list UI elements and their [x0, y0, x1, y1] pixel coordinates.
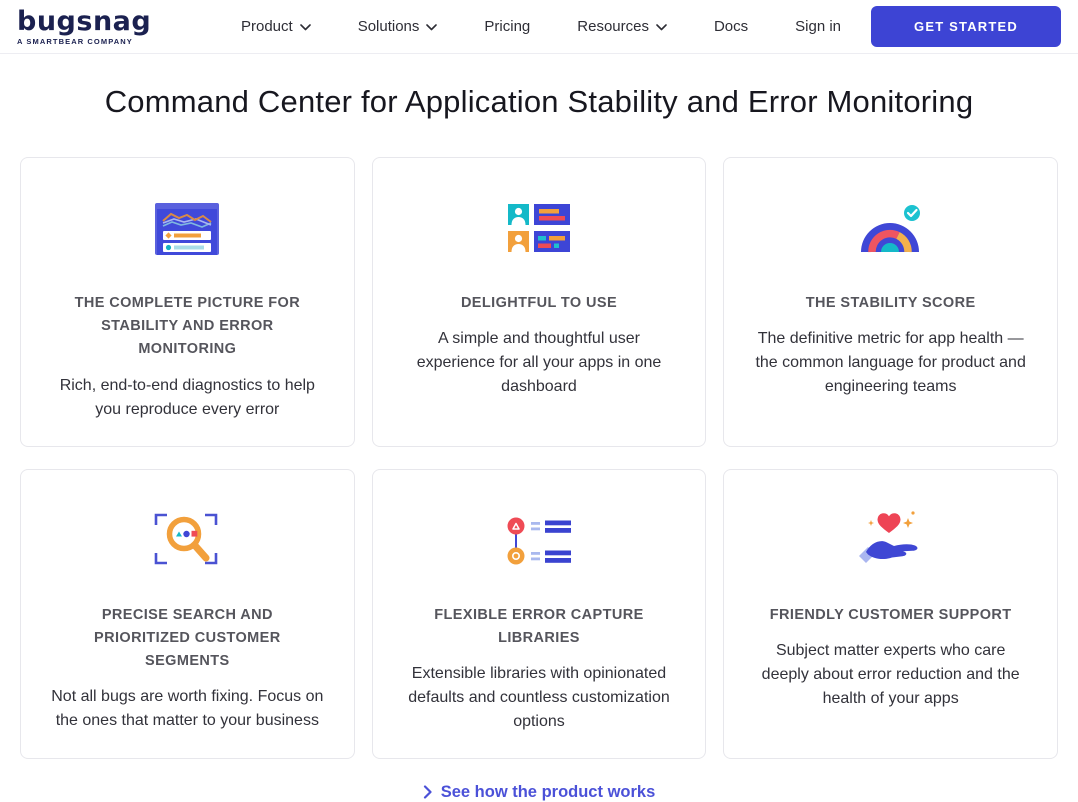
hand-heart-icon — [856, 510, 926, 568]
bugsnag-logo[interactable] — [17, 5, 152, 46]
nav-label: Sign in — [795, 18, 842, 35]
see-how-product-works-link[interactable] — [0, 783, 1078, 802]
chevron-right-icon — [423, 785, 432, 799]
nav-label: Pricing — [484, 18, 531, 35]
card-title: THE STABILITY SCORE — [805, 295, 976, 311]
card-body: A simple and thoughtful user experience for all your apps in one dashboard — [416, 330, 662, 396]
nav-item-docs[interactable] — [714, 18, 748, 35]
nav-label: Docs — [713, 18, 749, 35]
feature-card-stability-score — [723, 157, 1058, 447]
card-title: PRECISE SEARCH AND PRIORITIZED CUSTOMER SEGMENTS — [94, 606, 281, 669]
feature-card-flexible-libraries — [372, 469, 707, 759]
card-body: Rich, end-to-end diagnostics to help you reproduce every error — [59, 376, 315, 418]
stability-gauge-icon — [858, 198, 924, 256]
card-body: Subject matter experts who care deeply about error reduction and the health of your apps — [761, 641, 1020, 707]
card-title: THE COMPLETE PICTURE FOR STABILITY AND ERROR MONITORING — [74, 295, 301, 358]
nav-item-product[interactable] — [241, 18, 311, 35]
logo-tagline-text: A SMARTBEAR COMPANY — [17, 36, 133, 46]
nav-label: Resources — [577, 18, 649, 35]
chevron-down-icon — [300, 18, 311, 35]
feature-card-complete-picture — [20, 157, 355, 447]
dashboard-chart-icon — [154, 198, 220, 256]
nav-item-solutions[interactable] — [358, 18, 438, 35]
nav-item-resources[interactable] — [577, 18, 667, 35]
see-link-label: See how the product works — [440, 782, 656, 801]
feature-card-precise-search — [20, 469, 355, 759]
nav-label: Solutions — [357, 18, 420, 35]
card-title: DELIGHTFUL TO USE — [460, 295, 618, 311]
get-started-button[interactable]: GET STARTED — [871, 6, 1061, 47]
feature-card-delightful — [372, 157, 707, 447]
chevron-down-icon — [656, 18, 667, 35]
card-title: FRIENDLY CUSTOMER SUPPORT — [769, 606, 1012, 623]
error-capture-libraries-icon — [505, 510, 573, 568]
nav-item-sign-in[interactable] — [795, 18, 841, 35]
nav-item-pricing[interactable] — [484, 18, 530, 35]
chevron-down-icon — [426, 18, 437, 35]
card-body: Not all bugs are worth fixing. Focus on the ones that matter to your business — [51, 688, 324, 730]
logo-brand-text: bugsnag — [17, 5, 152, 37]
user-dashboard-icon — [506, 198, 572, 256]
feature-card-grid — [20, 157, 1058, 759]
header — [0, 0, 1078, 54]
page-title: Command Center for Application Stability and Error Monitoring — [104, 84, 974, 119]
card-body: Extensible libraries with opinionated defaults and countless customization options — [408, 664, 670, 730]
nav-label: Product — [240, 18, 293, 35]
card-body: The definitive metric for app health — the common language for product and engineering teams — [755, 330, 1026, 396]
feature-card-customer-support — [723, 469, 1058, 759]
main-nav — [241, 18, 841, 35]
search-magnifier-icon — [152, 510, 222, 568]
card-title: FLEXIBLE ERROR CAPTURE LIBRARIES — [434, 606, 644, 646]
